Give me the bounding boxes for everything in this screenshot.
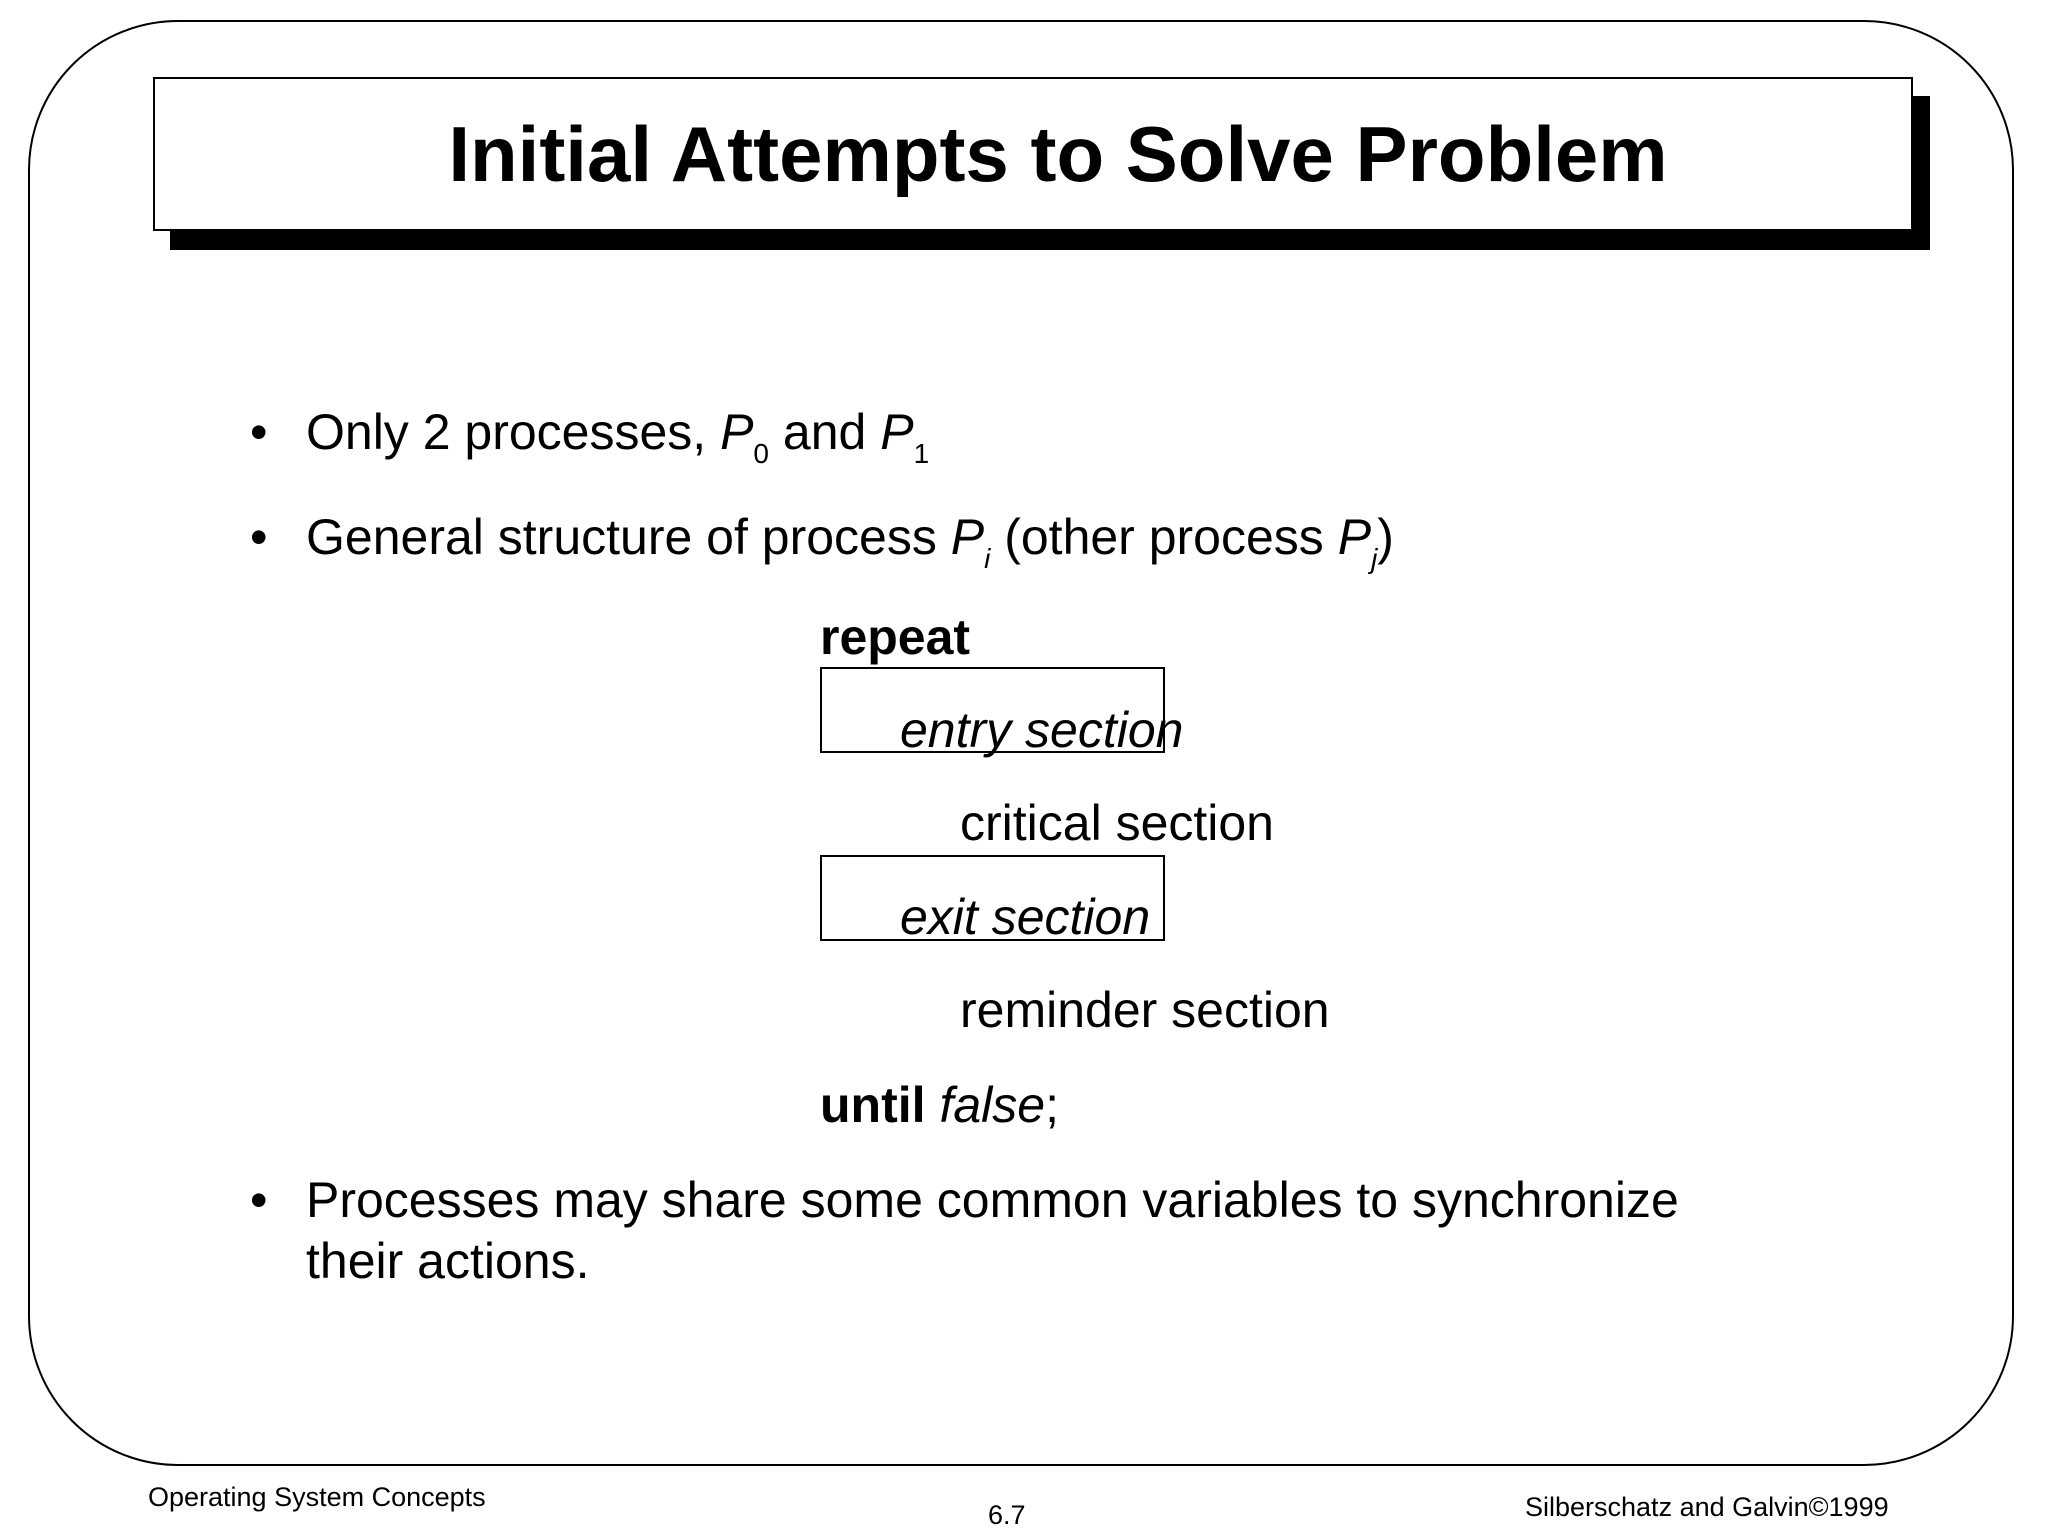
code-reminder-section: reminder section (960, 982, 1330, 1038)
code-entry-section: entry section (900, 702, 1184, 758)
code-critical-section: critical section (960, 795, 1274, 851)
code-exit-section: exit section (900, 889, 1151, 945)
bullet-icon: • (250, 404, 268, 460)
bullet-text: Only 2 processes, $P_0$ and $P_1$ (306, 404, 930, 469)
bullet-text (306, 1170, 1679, 1292)
bullet-line: Processes may share some common variables to synchronize (306, 1172, 1679, 1228)
footer-page-number: 6.7 (988, 1500, 1026, 1530)
bullet-line: their actions. (306, 1233, 590, 1289)
code-until: until false; (820, 1077, 1059, 1133)
bullet-text: General structure of process $P_i$ (other process $P_j$) (306, 509, 1394, 574)
slide-title: Initial Attempts to Solve Problem (448, 109, 1668, 198)
bullet-icon: • (250, 509, 268, 565)
bullet-icon: • (250, 1172, 268, 1228)
code-repeat: repeat (820, 609, 971, 665)
footer-left: Operating System Concepts (148, 1482, 486, 1512)
title-box (153, 77, 1913, 231)
footer-right: Silberschatz and Galvin©1999 (1525, 1492, 1889, 1522)
